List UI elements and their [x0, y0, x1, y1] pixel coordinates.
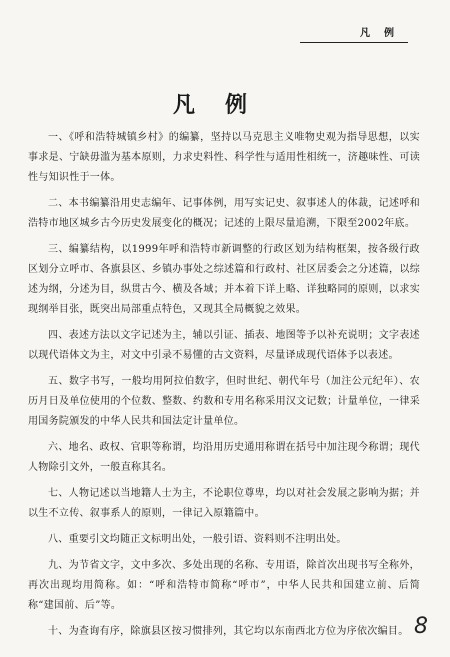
- header-rule: [300, 42, 408, 43]
- paragraph: 二、本书编纂沿用史志编年、记事体例，用写实记史、叙事述人的体裁，记述呼和浩特市地区城乡古今历史发展变化的概况；记述的上限尽量追溯，下限至2002年底。: [28, 198, 420, 229]
- paragraph: 一、《呼和浩特城镇乡村》的编纂，坚持以马克思主义唯物史观为指导思想，以实事求是、宁缺毋滥为基本原则，力求史料性、科学性与适用性相统一，济趣味性、可读性与知识性于一体。: [28, 132, 420, 183]
- page-number: 8: [414, 614, 428, 639]
- paragraph: 七、人物记述以当地籍人士为主，不论职位尊卑，均以对社会发展之影响为据；并以生不立传、叙事系人的原则，一律记入原籍篇中。: [28, 488, 420, 519]
- paragraph: 八、重要引文均随正文标明出处，一般引语、资料则不注明出处。: [48, 534, 347, 545]
- paragraph: 五、数字书写，一般均用阿拉伯数字，但时世纪、朝代年号（加注公元纪年）、农历月日及单位使用的个位数、整数、约数和专用名称采用汉文记数；计量单位，一律采用国务院颁发的中华人民共和国法定计量单位。: [28, 376, 420, 427]
- paragraph: 三、编纂结构，以1999年呼和浩特市新调整的行政区划为结构框架，按各级行政区划分立呼市、各旗县区、乡镇办事处之综述篇和行政村、社区居委会之分述篇，以综述为纲，分述为目，纵贯古今、横及各域；并本着下详上略、详独略同的原则，以求实现纲举目张，既突出局部重点特色，又现其全局概貌之效果。: [28, 244, 420, 315]
- paragraph: 九、为节省文字，文中多次、多处出现的名称、专用语，除首次出现书写全称外，再次出现均用简称。如：“呼和浩特市简称“呼市”，中华人民共和国建立前、后简称“建国前、后”等。: [28, 560, 420, 611]
- running-header: 凡例: [360, 28, 408, 39]
- paragraph: 六、地名、政权、官职等称谓，均沿用历史通用称谓在括号中加注现今称谓；现代人物除引文外，一般直称其名。: [28, 442, 420, 473]
- paragraph: 十、为查询有序，除旗县区按习惯排列，其它均以东南西北方位为序依次编目。: [48, 626, 409, 637]
- paragraph: 四、表述方法以文字记述为主，辅以引证、插表、地图等予以补充说明；文字表述以现代语体文为主，对文中引录不易懂的古文资料，尽量译成现代语体予以表述。: [28, 330, 420, 361]
- page-title: 凡例: [172, 92, 277, 118]
- body-text: [28, 128, 420, 648]
